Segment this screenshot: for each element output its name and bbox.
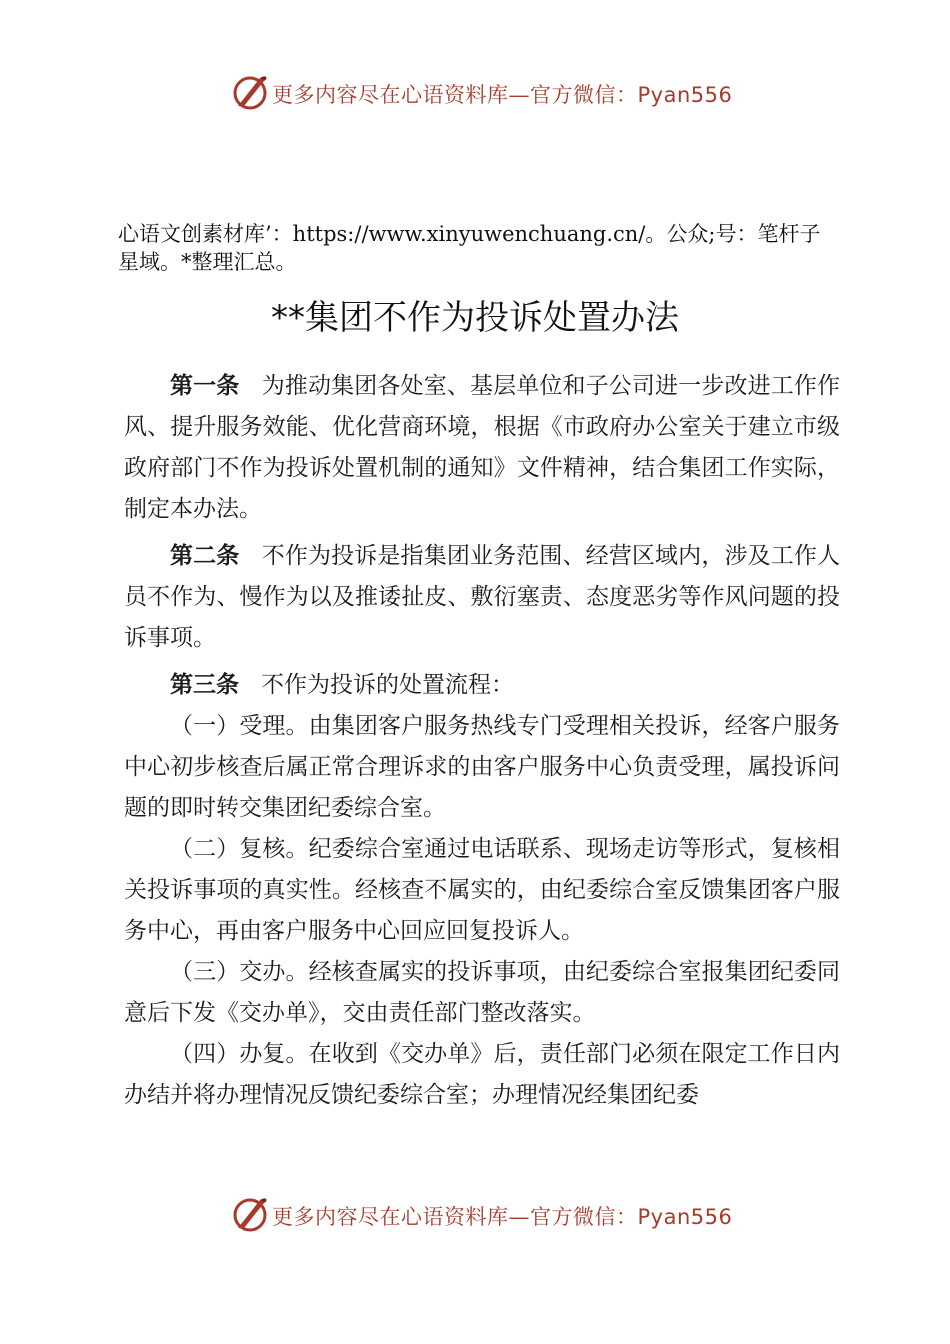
wechat-id: Pyan556 xyxy=(637,83,733,107)
document-body xyxy=(124,366,840,1116)
article-label: 第二条 xyxy=(170,543,240,569)
quill-logo-icon xyxy=(230,1194,270,1234)
article-text: 不作为投诉的处置流程： xyxy=(260,672,514,698)
article-1 xyxy=(124,366,840,530)
article-label: 第一条 xyxy=(170,373,240,399)
banner-label: 更多内容尽在心语资料库—官方微信： xyxy=(272,83,638,107)
article-3 xyxy=(124,665,840,706)
bottom-banner xyxy=(0,1192,950,1236)
step-item: （四）办复。在收到《交办单》后，责任部门必须在限定工作日内办结并将办理情况反馈纪委综合室；办理情况经集团纪委 xyxy=(124,1041,840,1108)
banner-text xyxy=(272,79,732,109)
banner-label: 更多内容尽在心语资料库—官方微信： xyxy=(272,1205,638,1229)
step-item: （三）交办。经核查属实的投诉事项，由纪委综合室报集团纪委同意后下发《交办单》，交由责任部门整改落实。 xyxy=(124,959,840,1026)
step-item: （二）复核。纪委综合室通过电话联系、现场走访等形式，复核相关投诉事项的真实性。经核查不属实的，由纪委综合室反馈集团客户服务中心，再由客户服务中心回应回复投诉人。 xyxy=(124,836,840,944)
article-2 xyxy=(124,536,840,659)
banner-text xyxy=(272,1201,732,1231)
article-text: 不作为投诉是指集团业务范围、经营区域内，涉及工作人员不作为、慢作为以及推诿扯皮、敷衍塞责、态度恶劣等作风问题的投诉事项。 xyxy=(124,543,841,651)
preamble: 心语文创素材库’：https://www.xinyuwenchuang.cn/。公众;号：笔杆子星域。*整理汇总。 xyxy=(118,222,821,274)
wechat-id: Pyan556 xyxy=(637,1205,733,1229)
page-title: **集团不作为投诉处置办法 xyxy=(271,298,679,338)
quill-logo-icon xyxy=(230,72,270,112)
article-text: 为推动集团各处室、基层单位和子公司进一步改进工作作风、提升服务效能、优化营商环境，根据《市政府办公室关于建立市级政府部门不作为投诉处置机制的通知》文件精神，结合集团工作实际，制定本办法。 xyxy=(124,373,841,522)
article-label: 第三条 xyxy=(170,672,239,698)
top-banner xyxy=(0,70,950,114)
step-item: （一）受理。由集团客户服务热线专门受理相关投诉，经客户服务中心初步核查后属正常合理诉求的由客户服务中心负责受理，属投诉问题的即时转交集团纪委综合室。 xyxy=(124,713,840,821)
